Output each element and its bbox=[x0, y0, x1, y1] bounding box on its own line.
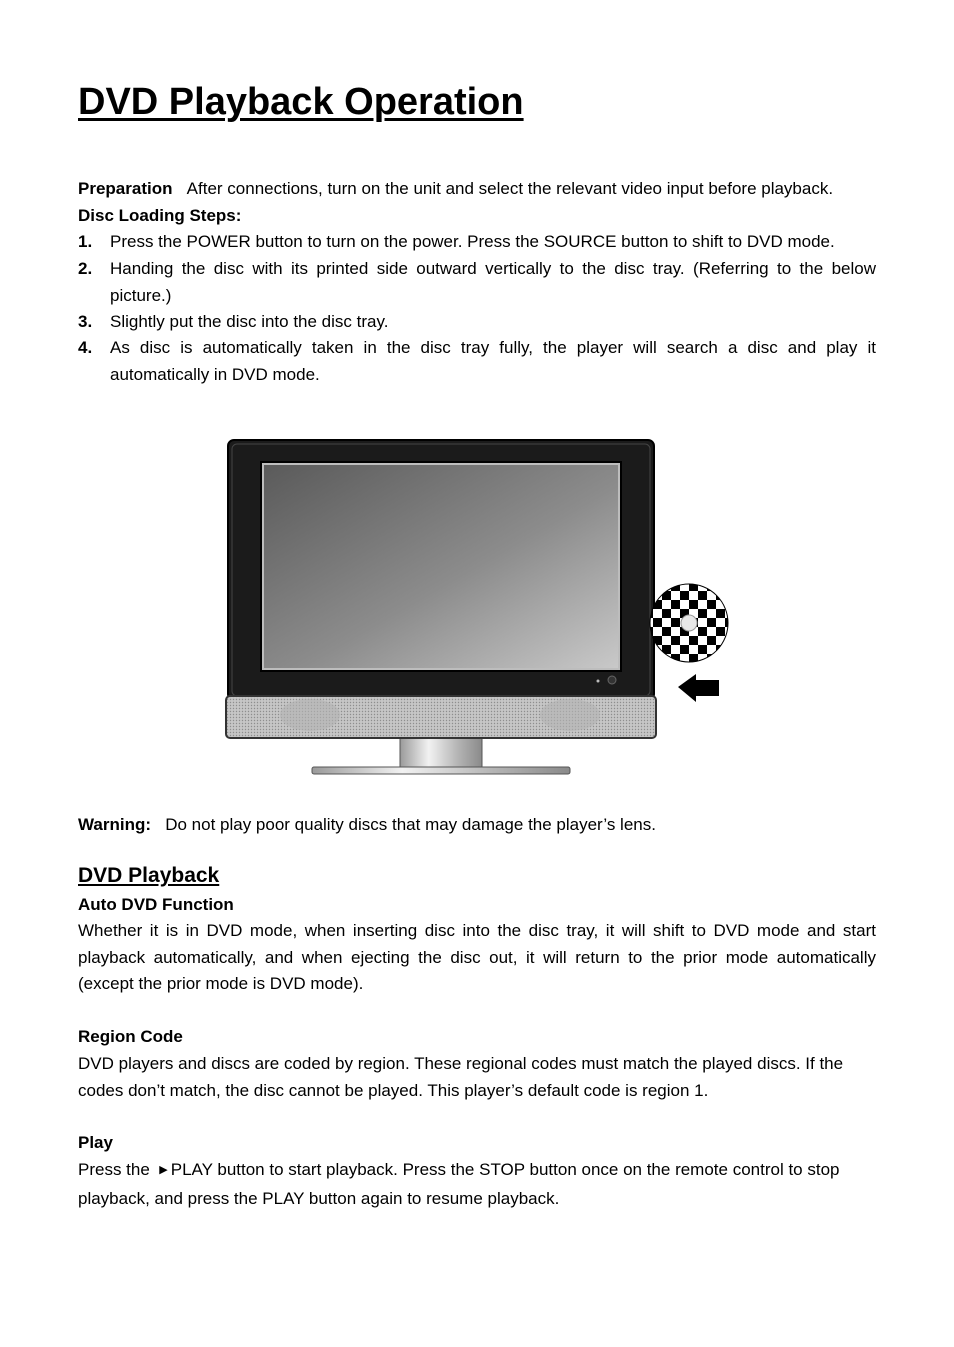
page-title: DVD Playback Operation bbox=[78, 81, 524, 123]
preparation-paragraph bbox=[78, 176, 876, 203]
warning-paragraph bbox=[78, 812, 876, 839]
step-text: Slightly put the disc into the disc tray. bbox=[110, 312, 389, 331]
disc-icon bbox=[650, 584, 728, 662]
preparation-label: Preparation bbox=[78, 179, 173, 198]
step-text: Press the POWER button to turn on the power. Press the SOURCE button to shift to DVD mode. bbox=[110, 232, 835, 251]
stand-neck bbox=[400, 734, 482, 770]
left-arrow-icon bbox=[678, 674, 719, 702]
indicator-light-icon bbox=[597, 680, 600, 683]
section-heading-dvd-playback: DVD Playback bbox=[78, 864, 220, 887]
play-text-after: PLAY button to start playback. Press the STOP button once on the remote control to stop playback, and press the PLAY button again to resume playback. bbox=[78, 1160, 840, 1208]
stand-base bbox=[312, 767, 570, 774]
disc-loading-heading: Disc Loading Steps: bbox=[78, 206, 242, 225]
play-text-before: Press the bbox=[78, 1160, 150, 1179]
play-heading: Play bbox=[78, 1133, 113, 1152]
tv-disc-loading-illustration bbox=[220, 434, 740, 779]
warning-text: Do not play poor quality discs that may damage the player’s lens. bbox=[165, 815, 656, 834]
power-button-icon bbox=[608, 676, 616, 684]
region-code-heading: Region Code bbox=[78, 1027, 183, 1046]
auto-dvd-text: Whether it is in DVD mode, when inserting disc into the disc tray, it will shift to DVD mode and start playback automatically, and when ejecting the disc out, it will return to the prior mode automatically (except the prior mode is DVD mode). bbox=[78, 921, 876, 993]
list-item bbox=[78, 335, 876, 388]
warning-label: Warning: bbox=[78, 815, 152, 834]
tv-screen bbox=[263, 464, 619, 669]
list-item bbox=[78, 309, 876, 336]
step-number: 1. bbox=[78, 232, 93, 251]
step-text: As disc is automatically taken in the disc tray fully, the player will search a disc and play it automatically in DVD mode. bbox=[110, 338, 876, 384]
step-number: 2. bbox=[78, 259, 93, 278]
auto-dvd-heading: Auto DVD Function bbox=[78, 895, 234, 914]
play-triangle-icon: ▶ bbox=[159, 1164, 168, 1176]
step-number: 3. bbox=[78, 312, 93, 331]
list-item bbox=[78, 256, 876, 309]
play-paragraph bbox=[78, 1157, 876, 1212]
list-item bbox=[78, 229, 876, 256]
step-text: Handing the disc with its printed side outward vertically to the disc tray. (Referring to the below picture.) bbox=[110, 259, 876, 305]
preparation-text: After connections, turn on the unit and select the relevant video input before playback. bbox=[186, 179, 834, 198]
step-number: 4. bbox=[78, 338, 93, 357]
region-code-text: DVD players and discs are coded by region. These regional codes must match the played discs. If the codes don’t match, the disc cannot be played. This player’s default code is region 1. bbox=[78, 1054, 844, 1100]
